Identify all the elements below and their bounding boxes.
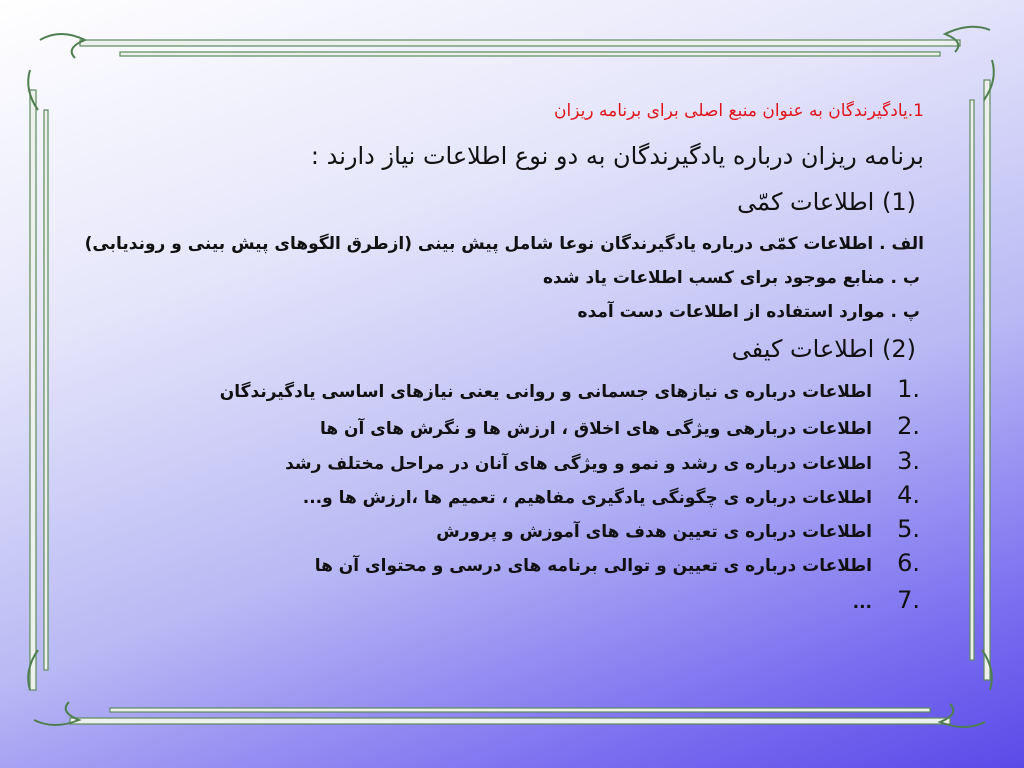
list-item xyxy=(285,447,920,475)
quantitative-item: ب . منابع موجود برای کسب اطلاعات یاد شده xyxy=(543,268,920,288)
list-item-text: اطلاعات درباره ی نیازهای جسمانی و روانی یعنی نیازهای اساسی یادگیرندگان xyxy=(219,382,872,402)
list-item-text: اطلاعات درباره ی تعیین هدف های آموزش و پرورش xyxy=(436,522,872,542)
list-item-text: اطلاعات دربارهی ویژگی های اخلاق ، ارزش ها و نگرش های آن ها xyxy=(319,419,872,439)
list-item-number: 1. xyxy=(897,375,920,403)
list-item-number: 2. xyxy=(897,412,920,440)
frame-right-rail-inner xyxy=(970,100,974,660)
frame-corner-top-left xyxy=(28,34,85,110)
quantitative-item: پ . موارد استفاده از اطلاعات دست آمده xyxy=(577,302,920,322)
frame-top-rail-inner xyxy=(120,52,940,56)
intro-text: برنامه ریزان درباره یادگیرندگان به دو نوع اطلاعات نیاز دارند : xyxy=(310,142,924,170)
list-item xyxy=(320,412,920,440)
list-item-number: 3. xyxy=(897,447,920,475)
list-item-text: اطلاعات درباره ی چگونگی یادگیری مفاهیم ، تعمیم ها ،ارزش ها و... xyxy=(302,488,872,508)
list-item xyxy=(220,375,920,403)
list-item-text: اطلاعات درباره ی رشد و نمو و ویژگی های آنان در مراحل مختلف رشد xyxy=(285,454,872,474)
list-item xyxy=(436,515,920,543)
list-item-text: اطلاعات درباره ی تعیین و توالی برنامه های درسی و محتوای آن ها xyxy=(314,556,872,576)
list-item xyxy=(315,549,920,577)
frame-left-rail xyxy=(30,90,36,690)
frame-left-rail-inner xyxy=(44,110,48,670)
frame-top-rail xyxy=(80,40,960,46)
frame-bottom-rail-inner xyxy=(110,708,930,712)
frame-right-rail xyxy=(984,80,990,680)
list-item-number: 4. xyxy=(897,481,920,509)
list-item xyxy=(853,586,920,614)
slide-title: 1.یادگیرندگان به عنوان منبع اصلی برای برنامه ریزان xyxy=(554,101,924,121)
quantitative-item: الف . اطلاعات کمّی درباره یادگیرندگان نوعا شامل پیش بینی (ازطرق الگوهای پیش بینی و روندیابی) xyxy=(84,234,924,254)
list-item-text: ... xyxy=(852,593,872,613)
list-item-number: 5. xyxy=(897,515,920,543)
quantitative-heading: (1) اطلاعات کمّی xyxy=(737,188,916,216)
frame-bottom-rail xyxy=(70,718,950,724)
list-item-number: 7. xyxy=(897,586,920,614)
qualitative-heading: (2) اطلاعات کیفی xyxy=(731,335,916,363)
list-item-number: 6. xyxy=(897,549,920,577)
list-item xyxy=(303,481,920,509)
